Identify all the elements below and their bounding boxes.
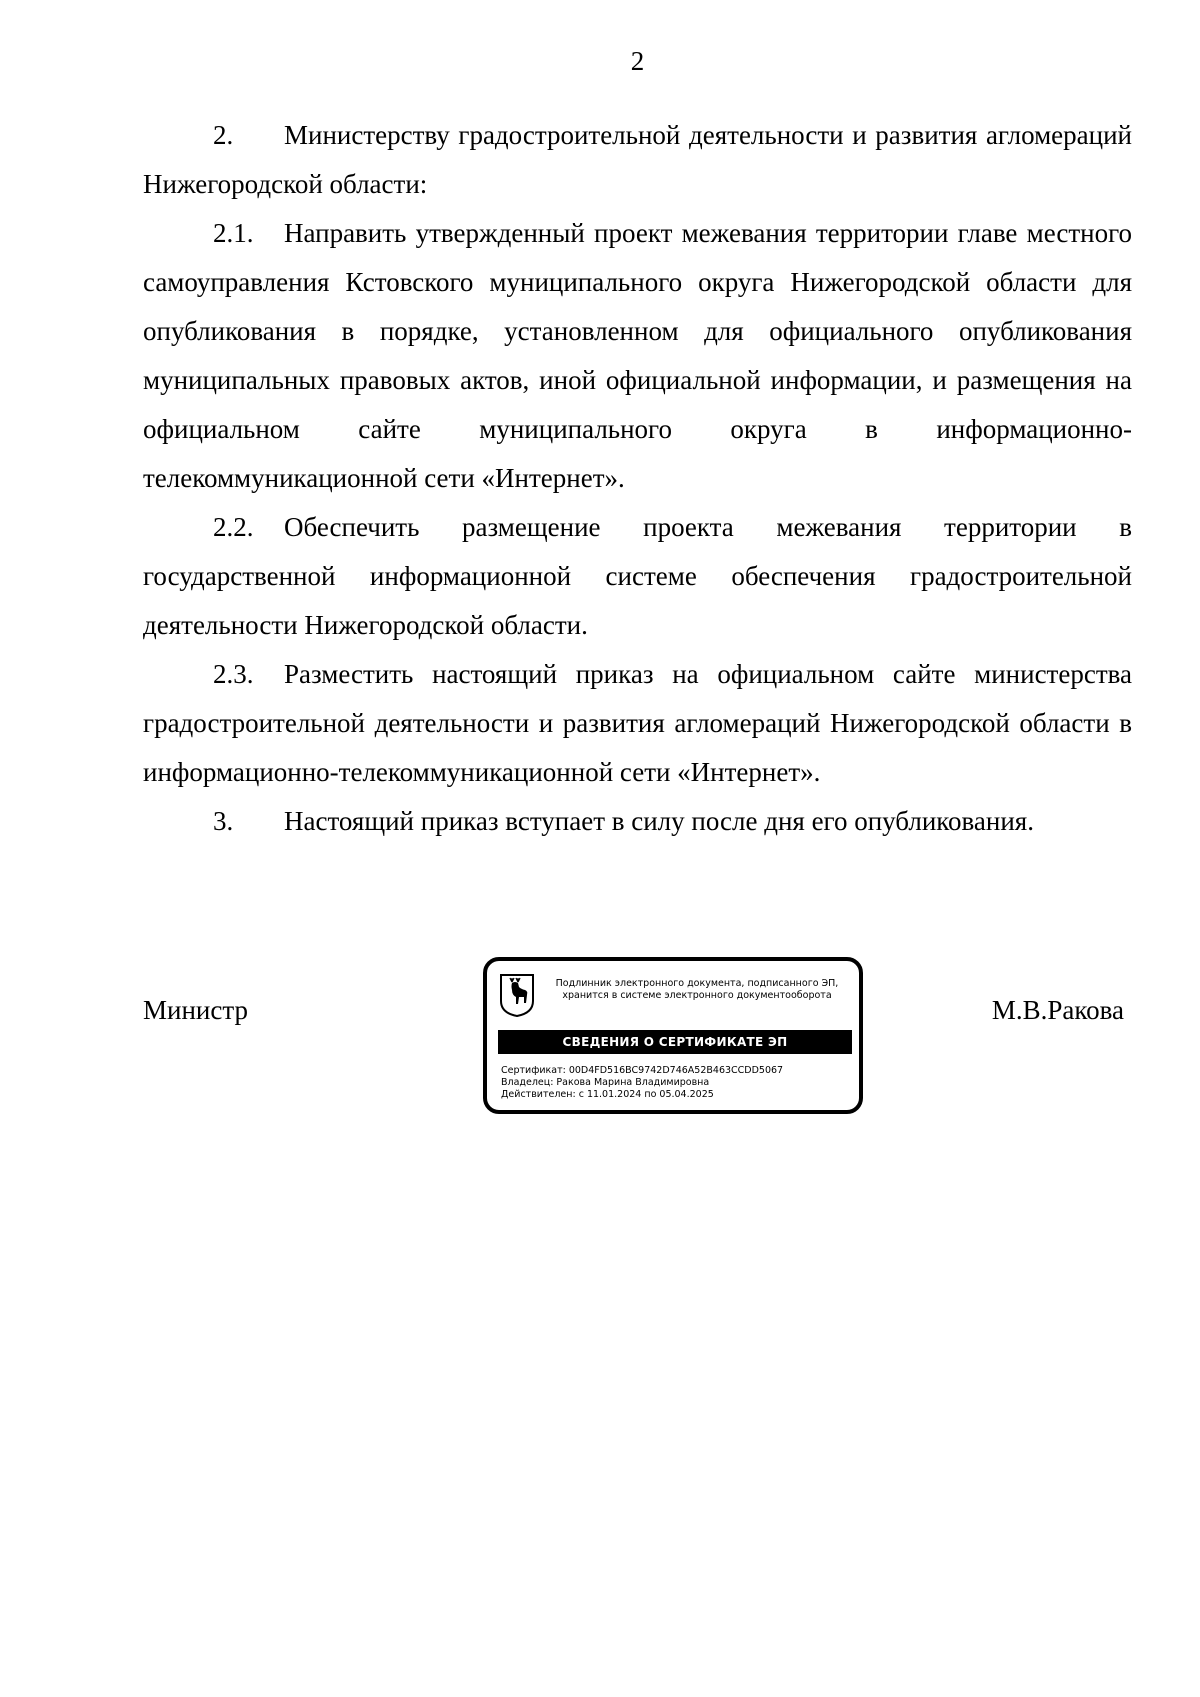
paragraph-number: 2.1. [213,218,254,248]
paragraph-2 [143,111,1132,209]
paragraph-3 [143,797,1132,846]
paragraph-text: Обеспечить размещение проекта межевания территории в государственной информационной системе обеспечения градостроительной деятельности Нижегородской области. [143,512,1132,640]
stamp-owner: Владелец: Ракова Марина Владимировна [501,1077,710,1088]
paragraph-text: Направить утвержденный проект межевания территории главе местного самоуправления Кстовского муниципального округа Нижегородской области для опубликования в порядке, установленном для официального опубликования муниципальных правовых актов, иной официальной информации, и размещения на официальном сайте муниципального округа в информационно-телекоммуникационной сети «Интернет». [143,218,1132,493]
page-number: 2 [630,46,645,76]
stamp-header-line: хранится в системе электронного документооборота [562,990,832,1001]
stamp-certificate: Сертификат: 00D4FD516BC9742D746A52B463CCDD5067 [501,1065,784,1076]
paragraph-text: Разместить настоящий приказ на официальном сайте министерства градостроительной деятельности и развития агломераций Нижегородской области в информационно-телекоммуникационной сети «Интернет». [143,659,1132,787]
document-body [143,111,1132,846]
paragraph-2-1 [143,209,1132,503]
paragraph-2-2 [143,503,1132,650]
paragraph-2-3 [143,650,1132,797]
paragraph-number: 2. [213,120,234,150]
paragraph-number: 2.2. [213,512,254,542]
paragraph-text: Министерству градостроительной деятельности и развития агломераций Нижегородской области: [143,120,1132,199]
stamp-header-line: Подлинник электронного документа, подписанного ЭП, [555,978,839,989]
paragraph-number: 3. [213,806,234,836]
stamp-header [539,978,855,1002]
stamp-validity: Действителен: с 11.01.2024 по 05.04.2025 [501,1089,714,1100]
signature-name: М.В.Ракова [991,995,1124,1025]
electronic-signature-stamp [483,957,863,1114]
deer-emblem-icon [499,973,535,1017]
signature-position: Министр [143,995,248,1025]
stamp-title: СВЕДЕНИЯ О СЕРТИФИКАТЕ ЭП [498,1030,852,1054]
paragraph-number: 2.3. [213,659,254,689]
stamp-details [501,1065,783,1101]
paragraph-text: Настоящий приказ вступает в силу после дня его опубликования. [284,806,1034,836]
